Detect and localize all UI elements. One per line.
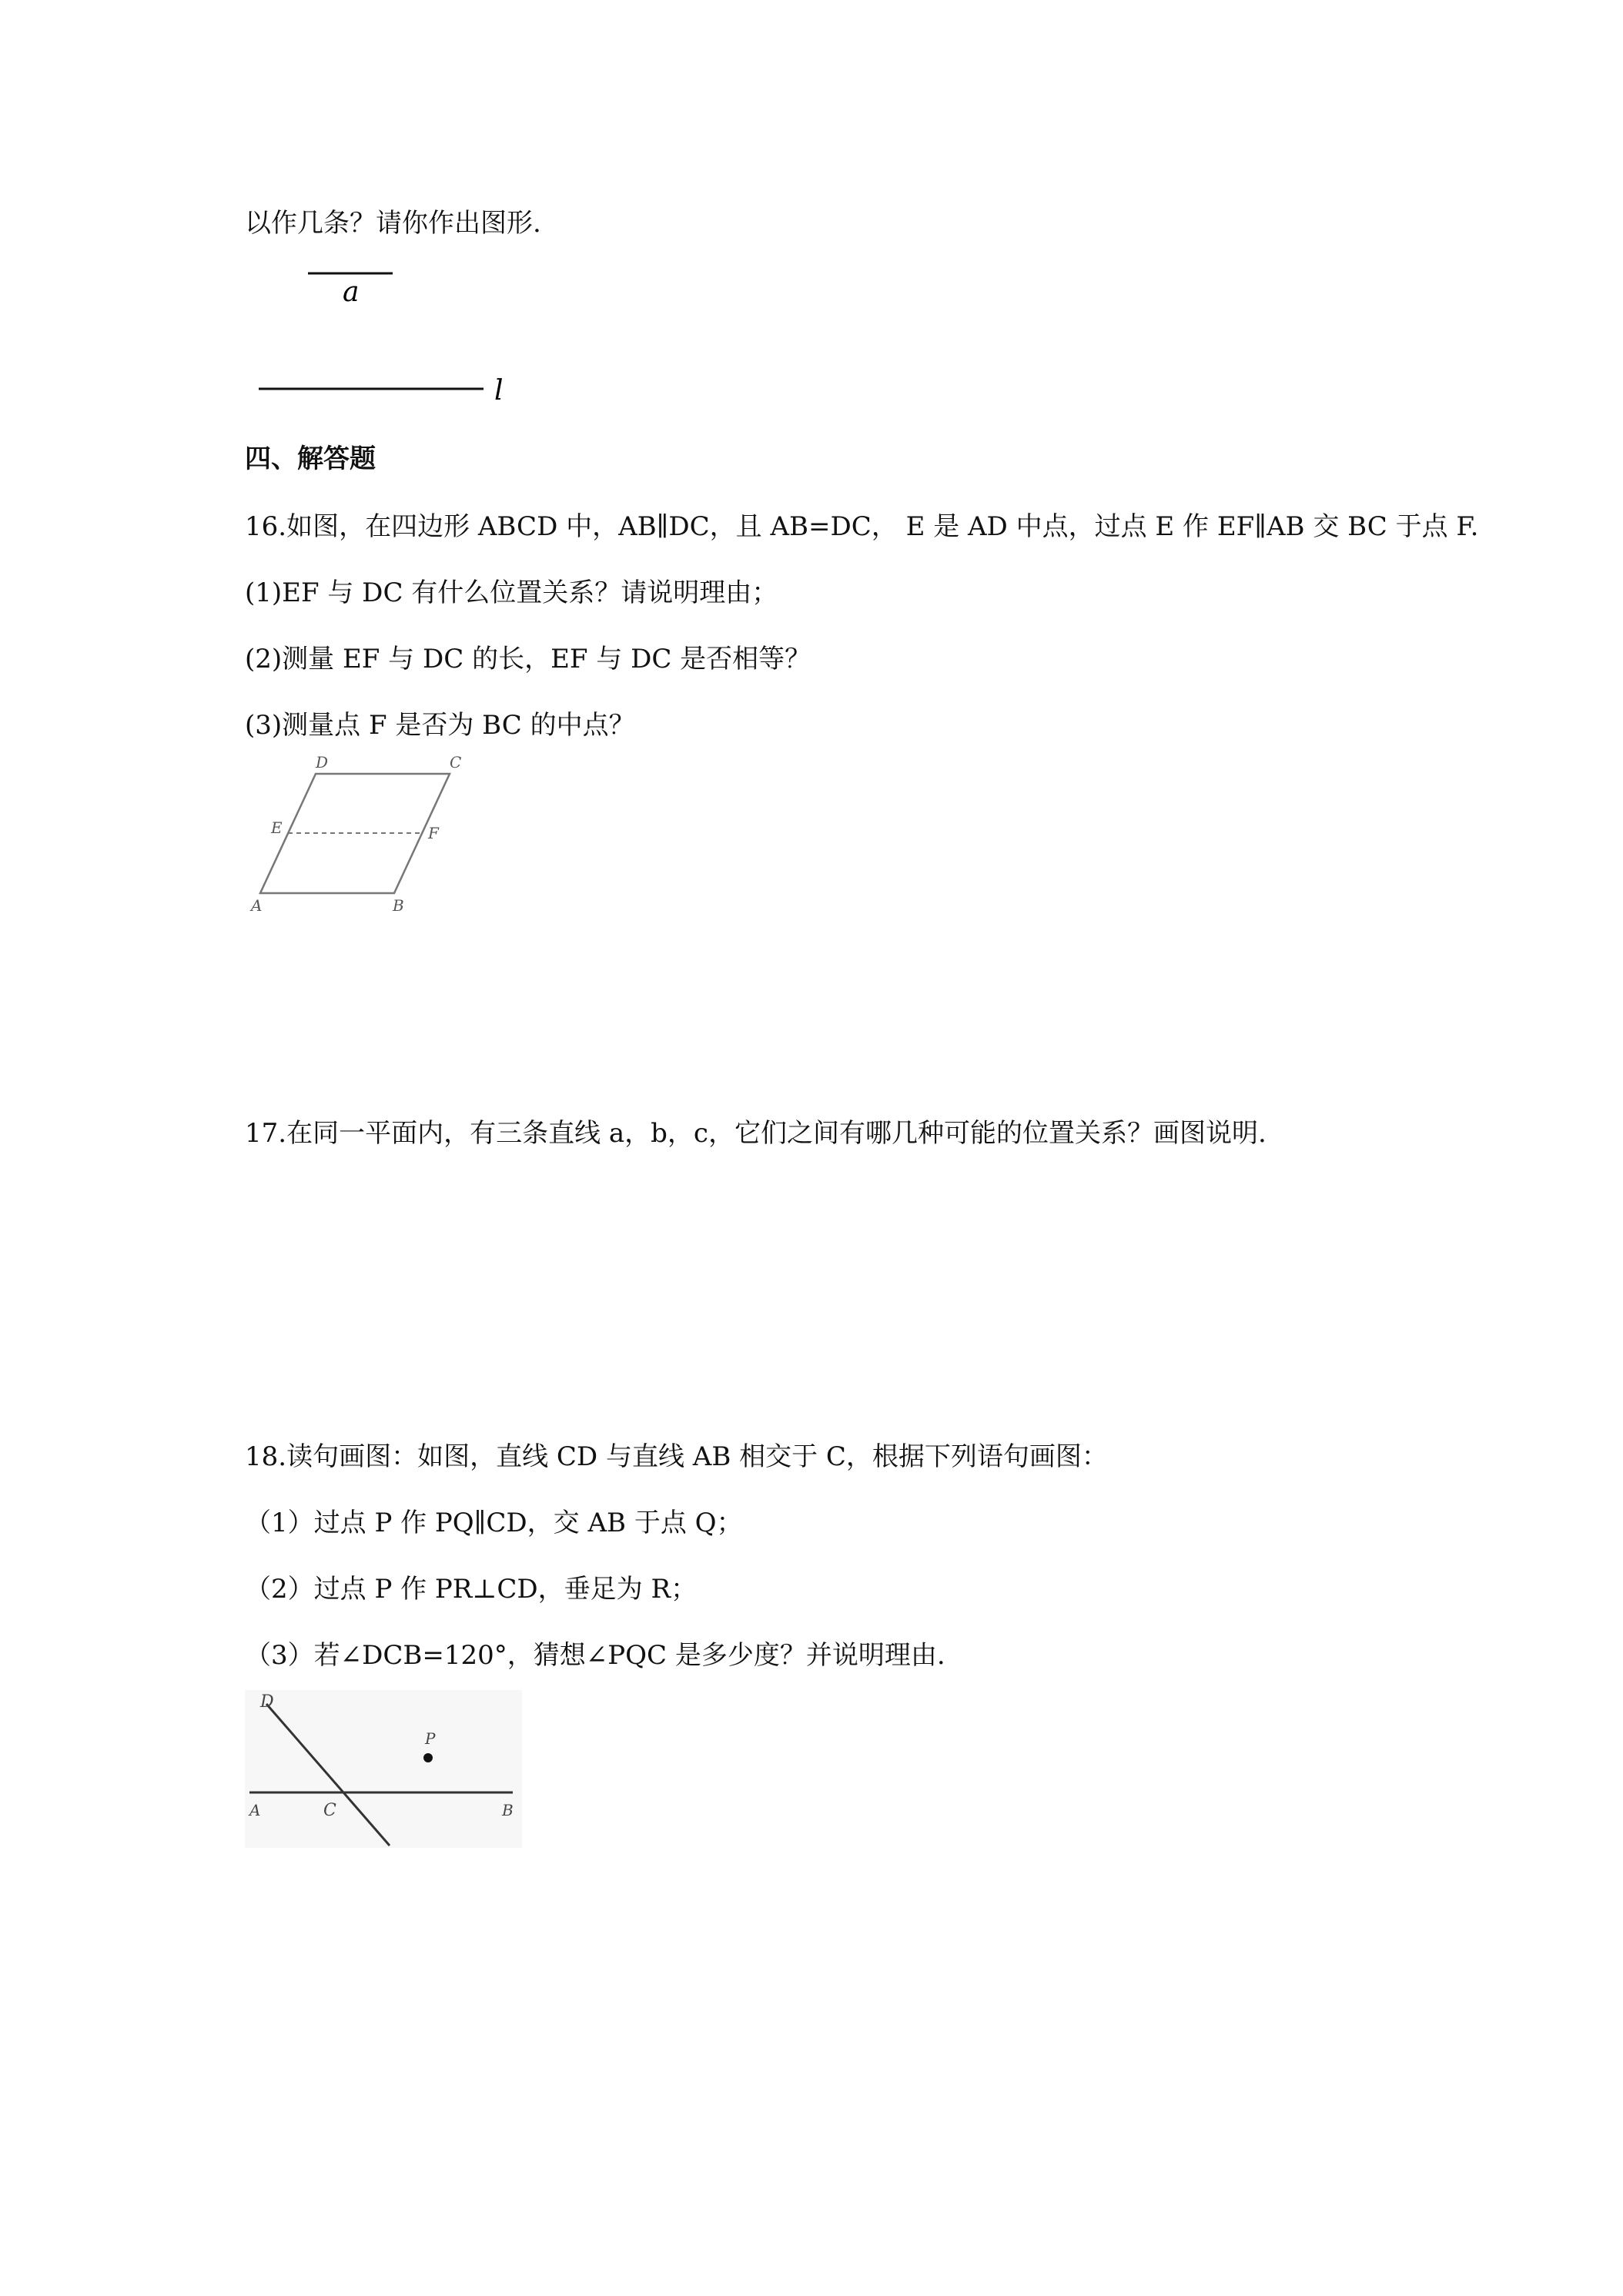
intersecting-lines-figure — [245, 1690, 530, 1859]
q18-sub1: （1）过点 P 作 PQ∥CD，交 AB 于点 Q； — [245, 1508, 743, 1538]
label-A: A — [251, 896, 263, 915]
label-B: B — [393, 896, 404, 915]
q18-stem: 18.读句画图：如图，直线 CD 与直线 AB 相交于 C，根据下列语句画图： — [245, 1441, 1108, 1472]
point-p — [423, 1753, 433, 1762]
parallelogram-figure — [246, 751, 477, 920]
label-D: D — [316, 753, 329, 771]
q18-sub3: （3）若∠DCB=120°，猜想∠PQC 是多少度？并说明理由. — [245, 1640, 945, 1671]
label-A: A — [249, 1801, 261, 1819]
label-D: D — [260, 1692, 274, 1712]
label-E: E — [271, 818, 283, 837]
label-C: C — [323, 1801, 336, 1820]
q16-sub3: (3)测量点 F 是否为 BC 的中点？ — [245, 710, 635, 741]
q18-sub2: （2）过点 P 作 PR⊥CD，垂足为 R； — [245, 1574, 698, 1605]
label-l: l — [494, 375, 504, 407]
label-P: P — [425, 1729, 436, 1748]
label-a: a — [343, 276, 360, 308]
label-F: F — [428, 824, 439, 842]
figure-background — [245, 1690, 522, 1848]
q16-sub1: (1)EF 与 DC 有什么位置关系？请说明理由； — [245, 577, 778, 608]
q16-sub2: (2)测量 EF 与 DC 的长，EF 与 DC 是否相等？ — [245, 644, 812, 674]
q17-stem: 17.在同一平面内，有三条直线 a，b，c，它们之间有哪几种可能的位置关系？画图说明. — [245, 1118, 1267, 1149]
continuation-text: 以作几条？请你作出图形. — [245, 208, 541, 239]
q16-stem: 16.如图，在四边形 ABCD 中，AB∥DC，且 AB=DC， E 是 AD 中点，过点 E 作 EF∥AB 交 BC 于点 F. — [245, 511, 1479, 542]
section-heading: 四、解答题 — [245, 443, 376, 474]
label-C: C — [450, 753, 462, 771]
label-B: B — [502, 1801, 514, 1819]
segment-figure — [254, 266, 524, 412]
